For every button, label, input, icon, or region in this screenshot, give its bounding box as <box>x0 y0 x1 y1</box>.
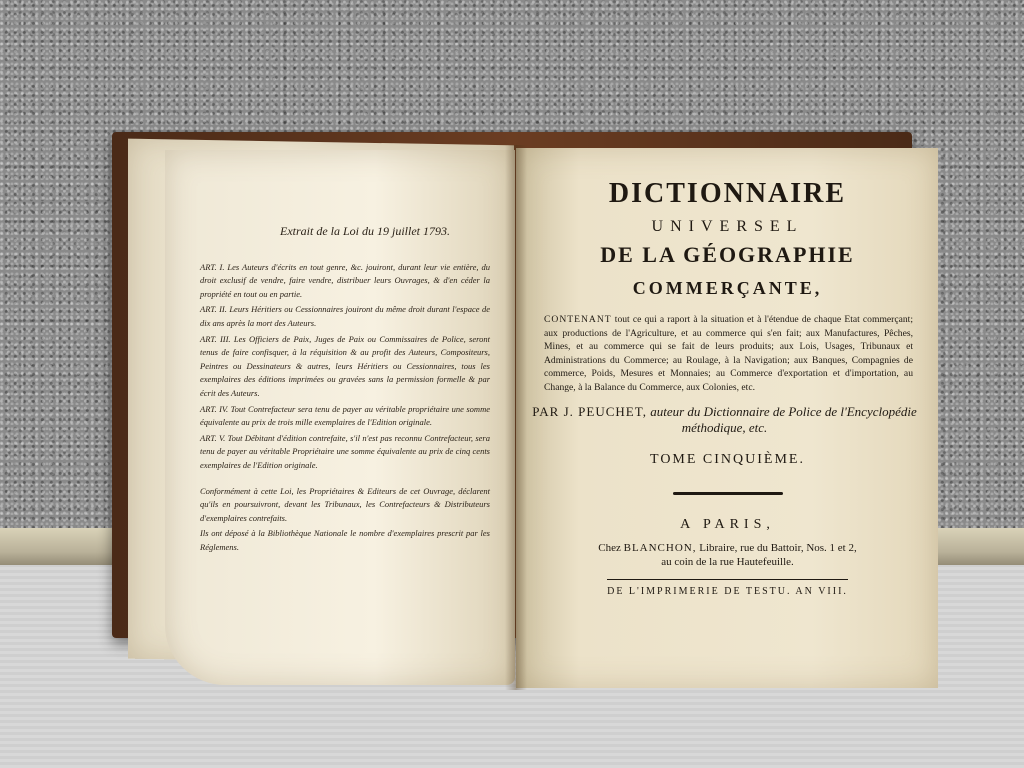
volume-label: TOME CINQUIÈME. <box>650 452 805 467</box>
law-article: ART. I. Les Auteurs d'écrits en tout genre, &c. jouiront, durant leur vie entière, du droit exclusif de vendre, faire vendre, distribuer leurs Ouvrages, & d'en céder la propriété en tout ou en partie. <box>200 261 490 299</box>
author-credentials: auteur du Dictionnaire de Police de l'Encyclopédie méthodique, etc. <box>650 404 917 435</box>
declaration-paragraph: Conformément à cette Loi, les Propriétaires & Editeurs de cet Ouvrage, déclarent qu'ils en poursuivront, devant les Tribunaux, les Contrefacteurs & Distributeurs d'exemplaires contrefaits. <box>200 485 490 523</box>
publication-city: A PARIS, <box>680 517 775 532</box>
book-gutter <box>505 145 527 690</box>
book-title-line3: DE LA GÉOGRAPHIE <box>600 242 855 267</box>
law-article: ART. IV. Tout Contrefacteur sera tenu de payer au véritable propriétaire une somme équivalente au prix de trois mille exemplaires de l'Edition originale. <box>200 403 490 428</box>
publisher-corner: au coin de la rue Hautefeuille. <box>661 556 794 568</box>
book-title-line4: COMMERÇANTE, <box>632 278 823 298</box>
contents-lead: CONTENANT <box>544 314 612 325</box>
law-article: ART. V. Tout Débitant d'édition contrefaite, s'il n'est pas reconnu Contrefacteur, sera tenu de payer au véritable Propriétaire une somme équivalente au prix de cinq cents exemplaires de l'Edition originale. <box>200 432 490 470</box>
law-extract-heading: Extrait de la Loi du 19 juillet 1793. <box>280 224 450 238</box>
author-name: PAR J. PEUCHET, <box>532 404 647 419</box>
law-article: ART. II. Leurs Héritiers ou Cessionnaires jouiront du même droit durant l'espace de dix ans après la mort des Auteurs. <box>200 304 490 328</box>
ornamental-rule <box>673 492 783 495</box>
book-subtitle: UNIVERSEL <box>651 218 804 235</box>
publisher-street: Libraire, rue du Battoir, Nos. 1 et 2, <box>699 542 857 554</box>
contents-description <box>544 313 913 394</box>
publisher-name: BLANCHON, <box>623 542 697 554</box>
left-page-text <box>200 225 490 556</box>
contents-body: tout ce qui a raport à la situation et à l'étendue de chaque Etat commerçant; aux productions de l'Agriculture, et au commerce qui s'en fait; aux Manufactures, Pêches, Mines, et au commerce qui se fait de leurs produits; aux Lois, Usages, Tribunaux et Administrations du Commerce; au Roulage, à la Navigation; aux Banques, Compagnies de commerce, Poids, Mesures et Monnaies; au Commerce d'exportation et d'importation, au Change, à la Balance du Commerce, aux Colonies, etc. <box>544 314 914 393</box>
title-page-text <box>530 178 925 599</box>
printer-imprint: DE L'IMPRIMERIE DE TESTU. AN VIII. <box>607 579 848 597</box>
publisher-prefix: Chez <box>598 542 621 554</box>
spacer <box>200 475 490 485</box>
author-line <box>530 404 919 436</box>
law-article: ART. III. Les Officiers de Paix, Juges de Paix ou Commissaires de Police, seront tenus de faire confisquer, à la réquisition & au profit des Auteurs, Compositeurs, Peintres ou Dessinateurs & autres, leurs Héritiers ou Cessionnaires, tous les exemplaires des éditions imprimées ou gravées sans la permission formelle & par écrit des Auteurs. <box>200 333 490 398</box>
declaration-paragraph: Ils ont déposé à la Bibliothèque Nationale le nombre d'exemplaires prescrit par les Réglemens. <box>200 528 490 552</box>
publisher-address <box>530 541 925 569</box>
book-title: DICTIONNAIRE <box>608 178 847 209</box>
